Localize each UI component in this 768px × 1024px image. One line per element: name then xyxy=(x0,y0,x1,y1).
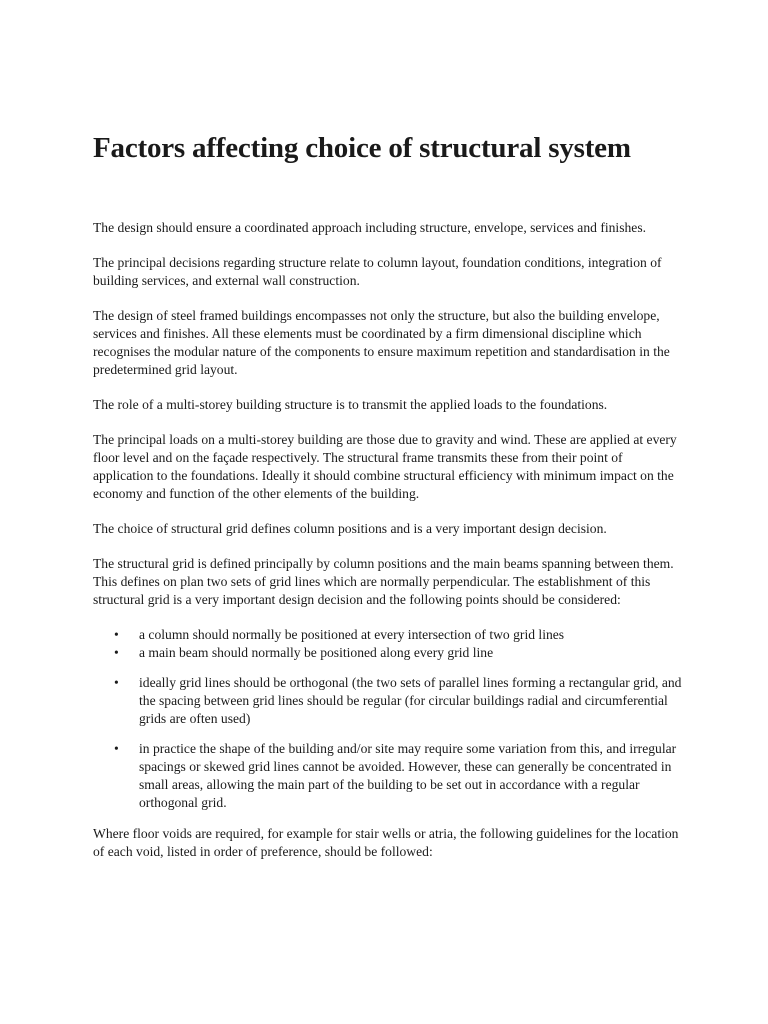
paragraph: Where floor voids are required, for example for stair wells or atria, the following guidelines for the location of each void, listed in order of preference, should be followed: xyxy=(93,826,679,859)
paragraph: The design of steel framed buildings encompasses not only the structure, but also the building envelope, services and finishes. All these elements must be coordinated by a firm dimensional discipline which recognises the modular nature of the components to ensure maximum repetition and standardisation in the predetermined grid layout. xyxy=(93,308,670,377)
paragraph: The principal loads on a multi-storey building are those due to gravity and wind. These are applied at every floor level and on the façade respectively. The structural frame transmits these from their point of application to the foundations. Ideally it should combine structural efficiency with minimum impact on the economy and function of the other elements of the building. xyxy=(93,432,677,501)
bullet-icon: • xyxy=(114,675,119,690)
paragraph: The choice of structural grid defines column positions and is a very important design decision. xyxy=(93,521,607,536)
paragraph: The structural grid is defined principally by column positions and the main beams spanning between them. This defines on plan two sets of grid lines which are normally perpendicular. The establishment of this structural grid is a very important design decision and the following points should be considered: xyxy=(93,556,674,607)
paragraph: The role of a multi-storey building structure is to transmit the applied loads to the foundations. xyxy=(93,397,608,412)
bullet-icon: • xyxy=(114,627,119,642)
list-item-text: a column should normally be positioned at every intersection of two grid lines xyxy=(139,627,565,642)
paragraph: The principal decisions regarding structure relate to column layout, foundation conditions, integration of building services, and external wall construction. xyxy=(93,255,662,288)
list-item-text: a main beam should normally be positioned along every grid line xyxy=(139,645,494,660)
list-item-text: ideally grid lines should be orthogonal (the two sets of parallel lines forming a rectangular grid, and the spacing between grid lines should be regular (for circular buildings radial and circumferential grids are often used) xyxy=(139,675,682,726)
page-title: Factors affecting choice of structural system xyxy=(93,132,631,164)
list-item-text: in practice the shape of the building and/or site may require some variation from this, and irregular spacings or skewed grid lines cannot be avoided. However, these can generally be concentrated in small areas, allowing the main part of the building to be set out in accordance with a regular orthogonal grid. xyxy=(139,741,677,810)
list-item xyxy=(93,740,683,812)
document-body xyxy=(93,219,683,878)
list-item xyxy=(93,674,683,728)
bullet-icon: • xyxy=(114,645,119,660)
paragraph: The design should ensure a coordinated approach including structure, envelope, services and finishes. xyxy=(93,220,647,235)
list-item xyxy=(93,626,683,644)
list-item xyxy=(93,644,683,662)
bullet-icon: • xyxy=(114,741,119,756)
bullet-list xyxy=(93,626,683,812)
